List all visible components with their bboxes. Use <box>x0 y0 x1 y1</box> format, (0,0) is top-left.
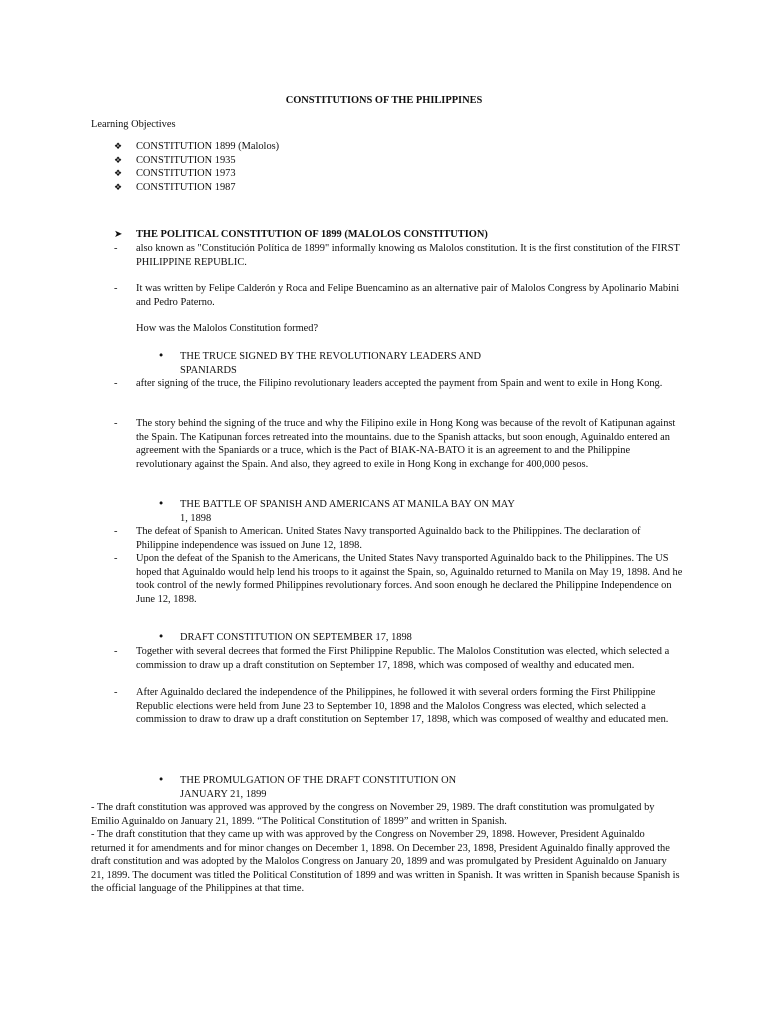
subheading-label: THE PROMULGATION OF THE DRAFT CONSTITUTION ON JANUARY 21, 1899 <box>180 775 457 800</box>
paragraph-text: Together with several decrees that formed the First Philippine Republic. The Malolos Constitution was elected, which selected a commission to draw up a draft constitution on September 17, 1898, which was composed of wealthy and educated men. <box>136 646 670 671</box>
arrow-bullet-icon: ➤ <box>114 229 123 240</box>
question-text: How was the Malolos Constitution formed? <box>136 323 319 334</box>
learning-objectives-heading: Learning Objectives <box>91 119 176 130</box>
objective-label: CONSTITUTION 1935 <box>136 154 236 166</box>
diamond-bullet-icon: ❖ <box>114 182 123 193</box>
section-heading-1899 <box>114 228 488 242</box>
list-item <box>114 417 684 471</box>
paragraph-text: after signing of the truce, the Filipino revolutionary leaders accepted the payment from Spain and went to exile in Hong Kong. <box>136 378 663 389</box>
paragraph-text: The story behind the signing of the truce and why the Filipino exile in Hong Kong was because of the revolt of Katipunan against the Spain. The Katipunan forces retreated into the mountains. due to the Spanish attacks, but soon enough, Aguinaldo entered an agreement with the Spaniards or a truce, which is the Pact of BIAK-NA-BATO it is an agreement to and the Philippine revolutionary against the Spain. And also, they agreed to exile in Hong Kong in exchange for 400,000 pesos. <box>136 418 676 470</box>
paragraph-text: - The draft constitution that they came up with was approved by the Congress on November 29, 1898. However, President Aguinaldo returned it for amendments and for minor changes on December 1, 1898. On December 23, 1898, President Aguinaldo finally approved the draft constitution and was adopted by the Malolos Congress on January 20, 1899 and was promulgated by President Aguinaldo on January 21, 1899. The document was titled the Political Constitution of 1899 and was written in Spanish. It was written in Spanish because Spanish is the official language of the Philippines at that time. <box>91 829 680 894</box>
list-item <box>114 552 684 606</box>
paragraph-text: - The draft constitution was approved was approved by the congress on November 29, 1989. The draft constitution was promulgated by Emilio Aguinaldo on January 21, 1899. “The Political Constitution of 1899” and written in Spanish. <box>91 802 655 827</box>
subheading-label: THE TRUCE SIGNED BY THE REVOLUTIONARY LEADERS AND SPANIARDS <box>180 351 482 376</box>
subheading-draft <box>158 631 538 645</box>
objective-label: CONSTITUTION 1987 <box>136 181 236 193</box>
list-item <box>114 242 684 269</box>
dash-bullet: - <box>114 526 118 537</box>
dash-bullet: - <box>114 553 118 564</box>
dash-bullet: - <box>114 378 118 389</box>
objective-label: CONSTITUTION 1899 (Malolos) <box>136 141 280 152</box>
subheading-battle <box>158 498 518 525</box>
list-item <box>114 167 279 181</box>
bullet-dot-icon: • <box>158 498 165 510</box>
dash-bullet: - <box>114 243 118 254</box>
diamond-bullet-icon: ❖ <box>114 142 123 152</box>
paragraph-text: The defeat of Spanish to American. United States Navy transported Aguinaldo back to the Philippines. The declaration of Philippine independence was issued on June 12, 1898. <box>136 526 641 551</box>
subheading-promulgation <box>158 774 503 801</box>
diamond-bullet-icon: ❖ <box>114 169 123 179</box>
document-title: CONSTITUTIONS OF THE PHILIPPINES <box>285 95 483 106</box>
bullet-dot-icon: • <box>158 350 165 362</box>
subheading-label: THE BATTLE OF SPANISH AND AMERICANS AT MANILA BAY ON MAY 1, 1898 <box>180 499 515 524</box>
objective-label: CONSTITUTION 1973 <box>136 168 236 179</box>
list-item <box>114 645 684 672</box>
bullet-dot-icon: • <box>158 631 165 643</box>
diamond-bullet-icon: ❖ <box>114 155 123 166</box>
dash-bullet: - <box>114 283 118 294</box>
list-item <box>114 377 684 391</box>
paragraph-text: also known as "Constitución Política de 1899" informally knowing αs Malolos constitution. It is the first constitution of the FIRST PHILIPPINE REPUBLIC. <box>136 243 680 268</box>
list-item <box>114 181 279 195</box>
dash-bullet: - <box>114 418 118 429</box>
list-item <box>114 154 279 168</box>
section-heading-label: THE POLITICAL CONSTITUTION OF 1899 (MALOLOS CONSTITUTION) <box>136 229 488 240</box>
subheading-label: DRAFT CONSTITUTION ON SEPTEMBER 17, 1898 <box>180 632 412 643</box>
list-item <box>114 140 279 154</box>
bullet-dot-icon: • <box>158 774 165 786</box>
list-item <box>114 686 684 727</box>
list-item <box>114 282 684 309</box>
dash-bullet: - <box>114 687 118 698</box>
list-item <box>114 525 684 552</box>
subheading-truce <box>158 350 538 377</box>
objectives-list <box>114 140 279 194</box>
dash-bullet: - <box>114 646 118 657</box>
paragraph-text: It was written by Felipe Calderón y Roca and Felipe Buencamino as an alternative pair of Malolos Congress by Apolinario Mabini and Pedro Paterno. <box>136 283 680 308</box>
paragraph-text: After Aguinaldo declared the independence of the Philippines, he followed it with several orders forming the First Philippine Republic elections were held from June 23 to September 10, 1898 and the Malolos Congress was elected, which selected a commission to draw to draw up a draft constitution on September 17, 1898, which was composed of wealthy and educated men. <box>136 687 669 725</box>
paragraph-text: Upon the defeat of the Spanish to the Americans, the United States Navy transported Aguinaldo back to the Philippines. The US hoped that Aguinaldo would help lend his troops to it against the Spain, so, Aguinaldo returned to Manila on May 19, 1898. And he took control of the newly formed Philippines revolutionary forces. And soon enough he declared the Philippine Independence on June 12, 1898. <box>136 553 683 605</box>
